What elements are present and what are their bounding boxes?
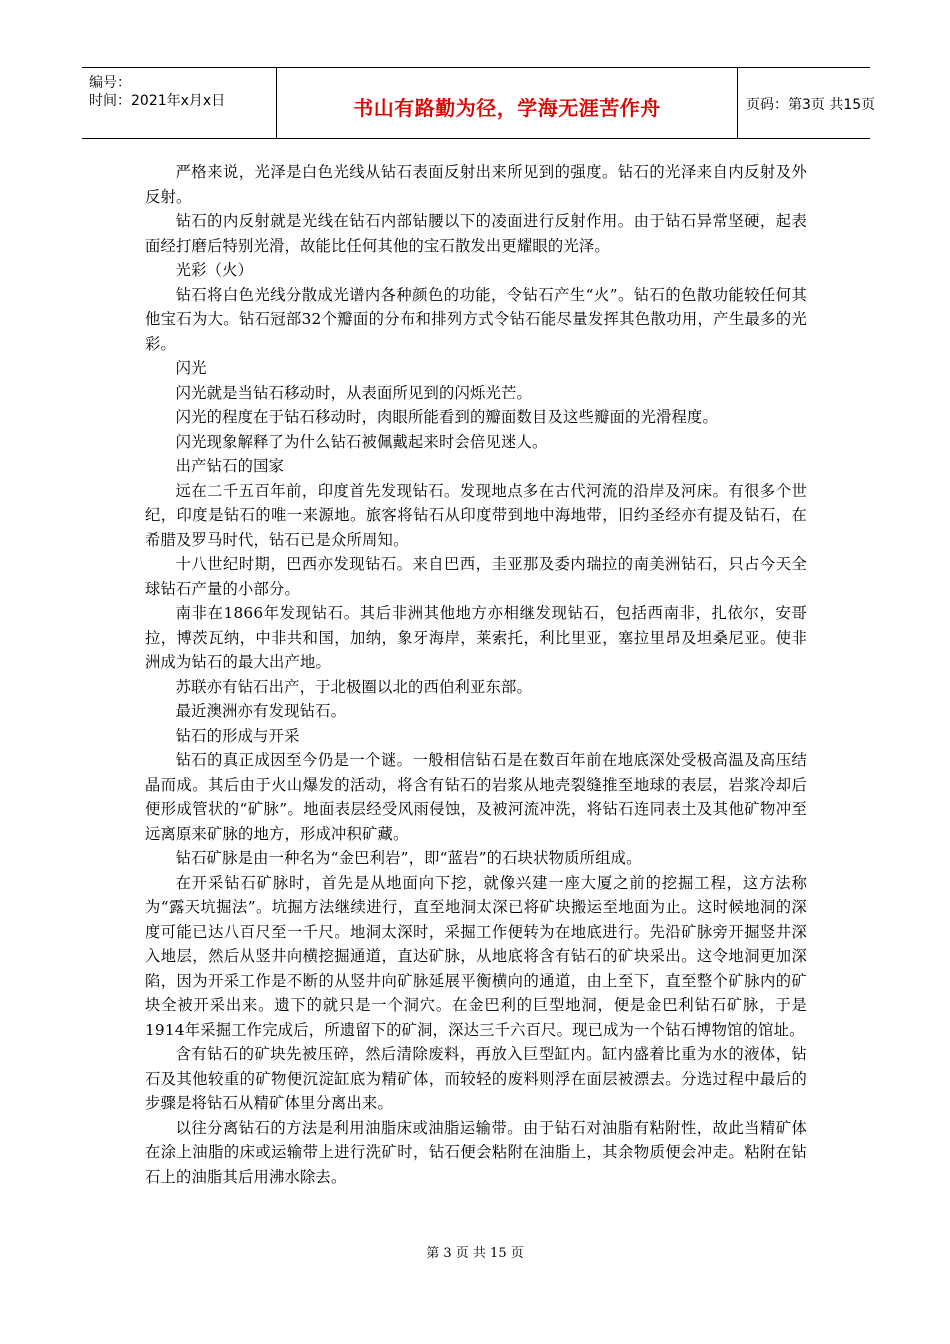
motto-text: 书山有路勤为径，学海无涯苦作舟 [353, 96, 661, 120]
paragraph: 以往分离钻石的方法是利用油脂床或油脂运输带。由于钻石对油脂有粘附性，故此当精矿体在涂上油脂的床或运输带上进行洗矿时，钻石便会粘附在油脂上，其余物质便会冲走。粘附在钻石上的油脂其后用沸水除去。 [145, 1118, 807, 1186]
paragraph: 钻石的内反射就是光线在钻石内部钻腰以下的凌面进行反射作用。由于钻石异常坚硬，起表面经打磨后特别光滑，故能比任何其他的宝石散发出更耀眼的光泽。 [145, 212, 807, 255]
paragraph: 闪光现象解释了为什么钻石被佩戴起来时会倍见迷人。 [175, 432, 548, 451]
paragraph: 严格来说，光泽是白色光线从钻石表面反射出来所见到的强度。钻石的光泽来自内反射及外反射。 [145, 163, 807, 206]
section-heading: 光彩（火） [175, 261, 254, 279]
paragraph: 钻石将白色光线分散成光谱内各种颜色的功能，令钻石产生“火”。钻石的色散功能较任何其他宝石为大。钻石冠部32个瓣面的分布和排列方式令钻石能尽量发挥其色散功用，产生最多的光彩。 [145, 285, 807, 353]
header-motto-cell [276, 68, 738, 138]
section-heading: 出产钻石的国家 [175, 457, 285, 475]
section-heading: 闪光 [175, 359, 207, 377]
paragraph: 十八世纪时期，巴西亦发现钻石。来自巴西，圭亚那及委内瑞拉的南美洲钻石，只占今天全球钻石产量的小部分。 [145, 555, 807, 598]
header-meta-cell [82, 68, 276, 138]
paragraph: 钻石矿脉是由一种名为“金巴利岩”，即“蓝岩”的石块状物质所组成。 [175, 849, 642, 867]
page-info: 页码：第3页 共15页 [746, 97, 876, 113]
document-body [145, 160, 807, 1189]
paragraph: 远在二千五百年前，印度首先发现钻石。发现地点多在古代河流的沿岸及河床。有很多个世纪，印度是钻石的唯一来源地。旅客将钻石从印度带到地中海地带，旧约圣经亦有提及钻石，在希腊及罗马时代，钻石已是众所周知。 [145, 481, 807, 549]
page-footer: 第 3 页 共 15 页 [426, 1246, 524, 1261]
paragraph: 最近澳洲亦有发现钻石。 [175, 702, 347, 720]
date-label: 时间：2021年x月x日 [89, 93, 226, 109]
paragraph: 闪光的程度在于钻石移动时，肉眼所能看到的瓣面数目及这些瓣面的光滑程度。 [175, 408, 718, 426]
paragraph: 闪光就是当钻石移动时，从表面所见到的闪烁光芒。 [175, 383, 533, 402]
header-page-cell [737, 68, 876, 138]
document-header [82, 67, 876, 139]
paragraph: 苏联亦有钻石出产，于北极圈以北的西伯利亚东部。 [175, 677, 533, 696]
paragraph: 含有钻石的矿块先被压碎，然后清除废料，再放入巨型缸内。缸内盛着比重为水的液体，钻石及其他较重的矿物便沉淀缸底为精矿体，而较轻的废料则浮在面层被漂去。分选过程中最后的步骤是将钻石从精矿体里分离出来。 [145, 1045, 807, 1112]
paragraph: 钻石的真正成因至今仍是一个谜。一般相信钻石是在数百年前在地底深处受极高温及高压结晶而成。其后由于火山爆发的活动，将含有钻石的岩浆从地壳裂缝推至地球的表层，岩浆冷却后便形成管状的“矿脉”。地面表层经受风雨侵蚀，及被河流冲洗，将钻石连同表土及其他矿物冲至远离原来矿脉的地方，形成冲积矿藏。 [145, 751, 807, 843]
section-heading: 钻石的形成与开采 [175, 726, 300, 745]
paragraph: 南非在1866年发现钻石。其后非洲其他地方亦相继发现钻石，包括西南非，扎依尔，安哥拉，博茨瓦纳，中非共和国，加纳，象牙海岸，莱索托，利比里亚，塞拉里昂及坦桑尼亚。使非洲成为钻石的最大出产地。 [145, 604, 807, 671]
paragraph: 在开采钻石矿脉时，首先是从地面向下挖，就像兴建一座大厦之前的挖掘工程，这方法称为“露天坑掘法”。坑掘方法继续进行，直至地洞太深已将矿块搬运至地面为止。这时候地洞的深度可能已达八百尺至一千尺。地洞太深时，采掘工作便转为在地底进行。先沿矿脉旁开掘竖井深入地层，然后从竖井向横挖掘通道，直达矿脉，从地底将含有钻石的矿块采出。这令地洞更加深陷，因为开采工作是不断的从竖井向矿脉延展平衡横向的通道，由上至下，直至整个矿脉内的矿块全被开采出来。遗下的就只是一个洞穴。在金巴利的巨型地洞，便是金巴利钻石矿脉，于是1914年采掘工作完成后，所遗留下的矿洞，深达三千六百尺。现已成为一个钻石博物馆的馆址。 [145, 873, 807, 1039]
number-label: 编号： [89, 75, 131, 91]
